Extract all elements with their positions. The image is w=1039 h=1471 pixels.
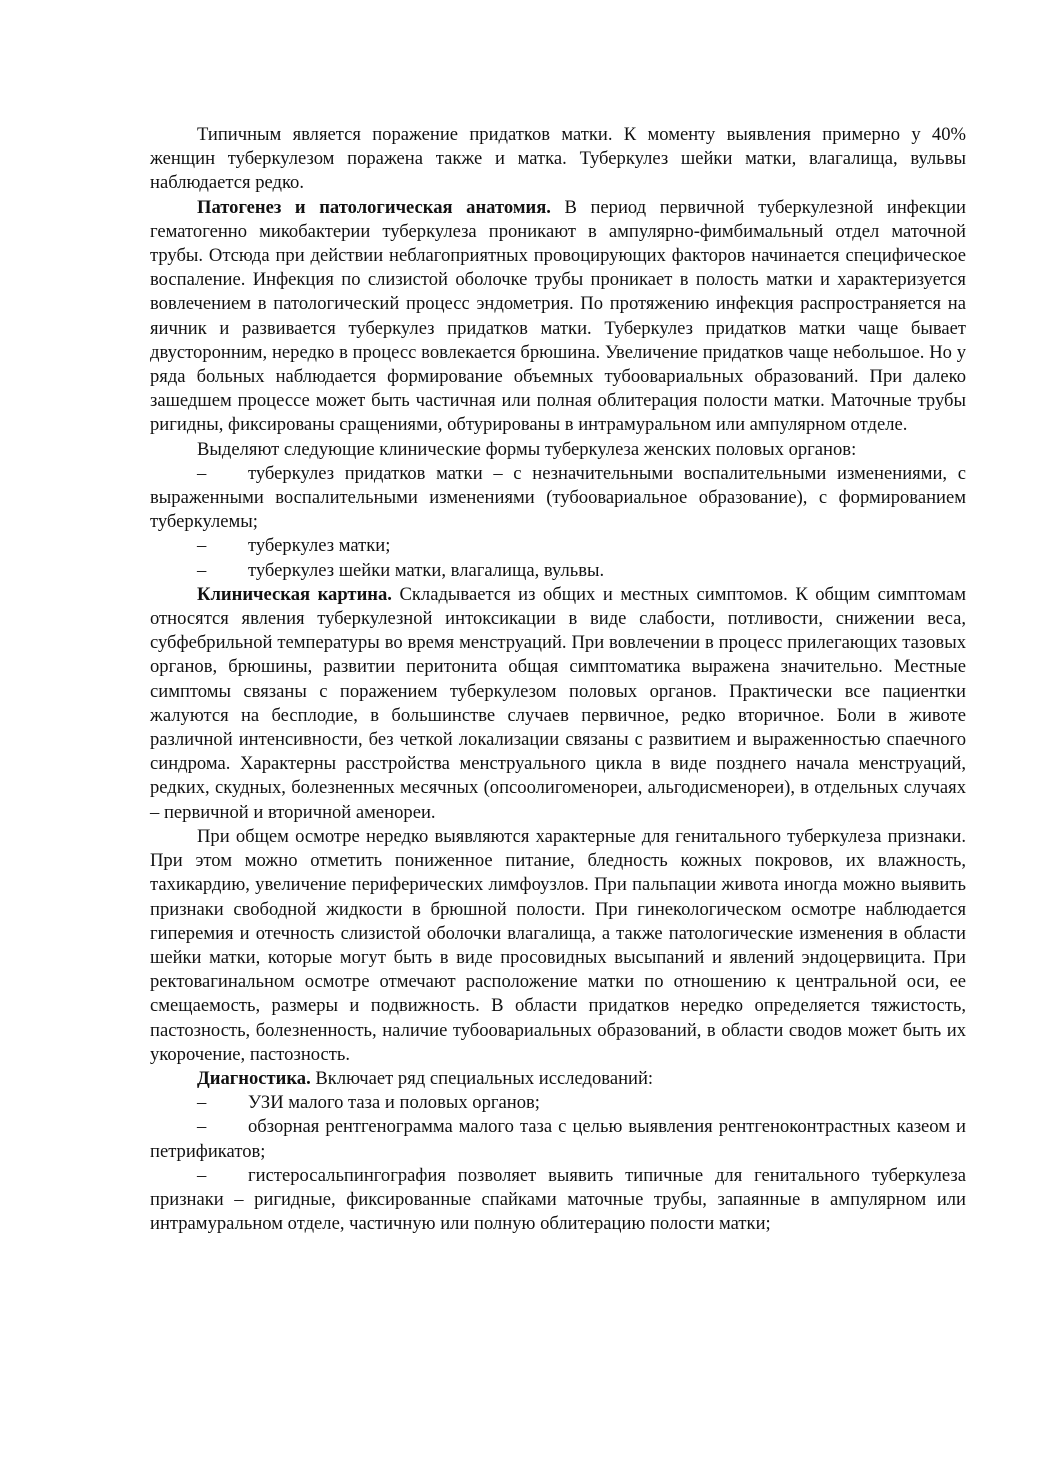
list-dash: – xyxy=(197,1092,207,1114)
heading-clinical: Клиническая картина. xyxy=(197,583,392,605)
paragraph-examination-text: При общем осмотре нередко выявляются характерные для генитального туберкулеза признаки. При этом можно отметить пониженное питание, бледность кожных покровов, их влажность, тахикардию, увеличение периферических лимфоузлов. При пальпации живота иногда можно выявить признаки свободной жидкости в брюшной полости. При гинекологическом осмотре наблюдается гиперемия и отечность слизистой оболочки влагалища, а также патологические изменения в области шейки матки, которые могут быть в виде просовидных высыпаний и явлений эндоцервицита. При ректовагинальном осмотре отмечают расположение матки по отношению к центральной оси, ее смещаемость, размеры и подвижность. В области придатков нередко определяется тяжистость, пастозность, болезненность, наличие тубоовариальных образований, в области сводов может быть их укорочение, пастозность. xyxy=(150,825,966,1065)
list-dash: – xyxy=(197,559,207,581)
list-item-text: обзорная рентгенограмма малого таза с целью выявления рентгеноконтрастных казеом и петрификатов; xyxy=(150,1116,966,1162)
paragraph-clinical xyxy=(150,583,966,825)
list-dash: – xyxy=(197,1116,207,1138)
list-item-text: туберкулез матки; xyxy=(248,535,391,557)
paragraph-pathogenesis xyxy=(150,196,966,438)
list-dash: – xyxy=(197,535,207,557)
heading-diagnostics: Диагностика. xyxy=(197,1067,311,1089)
paragraph-clinical-text: Складывается из общих и местных симптомов. К общим симптомам относятся явления туберкулезной интоксикации в виде слабости, потливости, снижении веса, субфебрильной температуры во время менструаций. При вовлечении в процесс прилегающих тазовых органов, брюшины, развитии перитонита общая симптоматика выражена значительно. Местные симптомы связаны с поражением туберкулезом половых органов. Практически все пациентки жалуются на бесплодие, в большинстве случаев первичное, редко вторичное. Боли в животе различной интенсивности, без четкой локализации связаны с развитием и выраженностью спаечного синдрома. Характерны расстройства менструального цикла в виде позднего начала менструаций, редких, скудных, болезненных месячных (опсоолигоменореи, альгодисменореи), в отдельных случаях – первичной и вторичной аменореи. xyxy=(150,583,967,823)
paragraph-examination xyxy=(150,825,966,1067)
list-dash: – xyxy=(197,1164,207,1186)
paragraph-forms xyxy=(150,438,966,462)
heading-pathogenesis: Патогенез и патологическая анатомия. xyxy=(197,196,551,218)
paragraph-diagnostics xyxy=(150,1067,966,1091)
list-item-forms-3 xyxy=(150,559,966,583)
list-item-text: УЗИ малого таза и половых органов; xyxy=(248,1092,540,1114)
paragraph-intro-text: Типичным является поражение придатков матки. К моменту выявления примерно у 40% женщин туберкулезом поражена также и матка. Туберкулез шейки матки, влагалища, вульвы наблюдается редко. xyxy=(150,124,966,194)
list-item-diagnostics-3 xyxy=(150,1164,966,1237)
list-item-forms-2 xyxy=(150,534,966,558)
list-item-diagnostics-2 xyxy=(150,1115,966,1163)
list-item-text: гистеросальпингография позволяет выявить типичные для генитального туберкулеза признаки – ригидные, фиксированные спайками маточные трубы, запаянные в ампулярном или интрамуральном отделе, частичную или полную облитерацию полости матки; xyxy=(150,1164,966,1235)
list-item-text: туберкулез придатков матки – с незначительными воспалительными изменениями, с выраженными воспалительными изменениями (тубоовариальное образование), с формированием туберкулемы; xyxy=(150,462,966,533)
paragraph-intro xyxy=(150,123,966,196)
paragraph-pathogenesis-text: В период первичной туберкулезной инфекции гематогенно микобактерии туберкулеза проникают в ампулярно-фимбимальный отдел маточной трубы. Отсюда при действии неблагоприятных провоцирующих факторов начинается специфическое воспаление. Инфекция по слизистой оболочке трубы проникает в полость матки и характеризуется вовлечением в патологический процесс эндометрия. По протяжению инфекция распространяется на яичник и развивается туберкулез придатков матки. Туберкулез придатков матки чаще бывает двусторонним, нередко в процесс вовлекается брюшина. Увеличение придатков чаще небольшое. Но у ряда больных наблюдается формирование объемных тубоовариальных образований. При далеко зашедшем процессе может быть частичная или полная облитерация полости матки. Маточные трубы ригидны, фиксированы сращениями, обтурированы в интрамуральном или ампулярном отделе. xyxy=(150,196,966,436)
paragraph-forms-text: Выделяют следующие клинические формы туберкулеза женских половых органов: xyxy=(197,438,857,460)
list-item-diagnostics-1 xyxy=(150,1091,966,1115)
document-page xyxy=(150,123,966,1236)
list-item-forms-1 xyxy=(150,462,966,535)
list-dash: – xyxy=(197,462,207,484)
list-item-text: туберкулез шейки матки, влагалища, вульвы. xyxy=(248,559,605,581)
paragraph-diagnostics-text: Включает ряд специальных исследований: xyxy=(310,1067,654,1089)
